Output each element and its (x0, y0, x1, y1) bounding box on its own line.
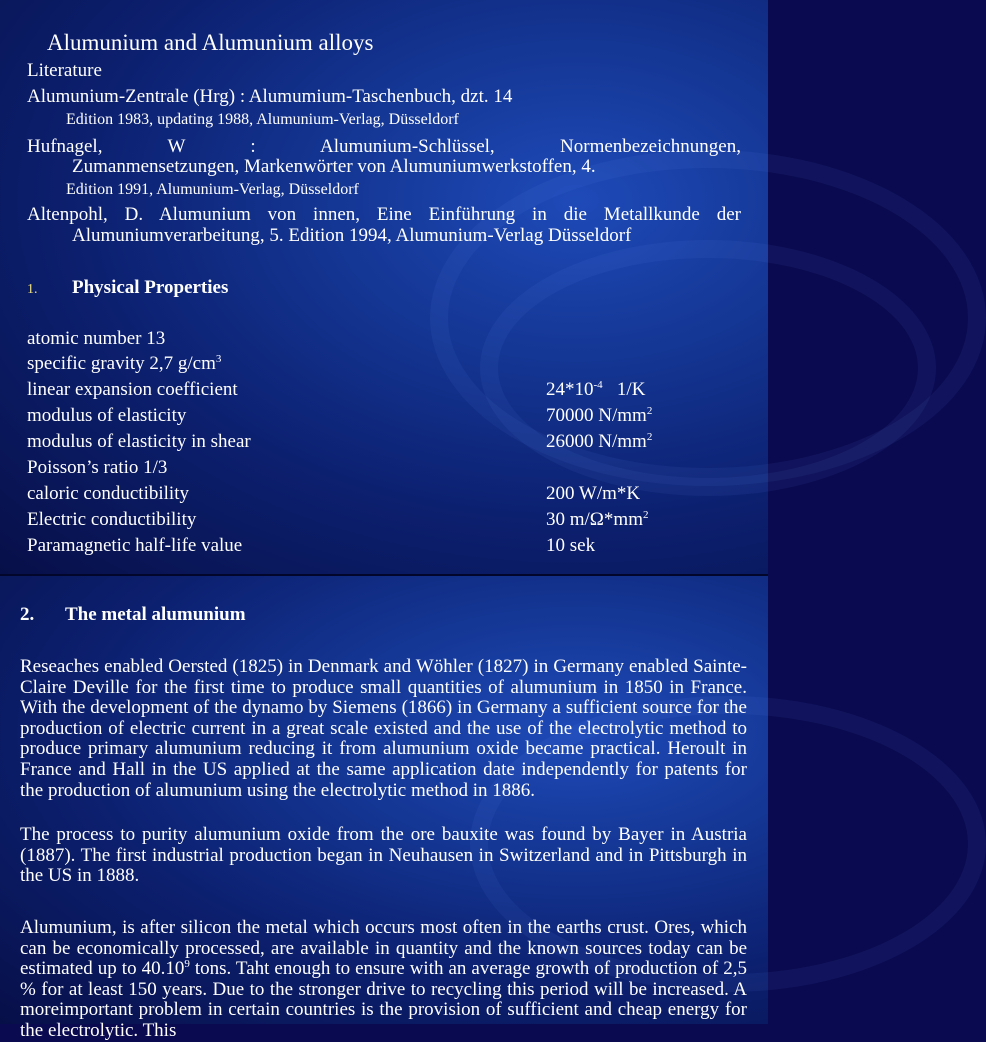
property-label: modulus of elasticity (27, 405, 187, 426)
reference-2-line1: Hufnagel, W : Alumunium-Schlüssel, Normenbezeichnungen, (27, 136, 741, 157)
section-number: 1. (27, 282, 38, 297)
paragraph: Reseaches enabled Oersted (1825) in Denmark and Wöhler (1827) in Germany enabled Sainte-Claire Deville for the first time to produce small quantities of alumunium in 1850 in France. With the development of the dynamo by Siemens (1866) in Germany a sufficient source for the production of electric current in a great scale existed and the use of the electrolytic method to produce primary alumunium reducing it from alumunium oxide became practical. Heroult in France and Hall in the US applied at the same application date independently for patents for the production of alumunium using the electrolytic method in 1886. (20, 656, 747, 801)
property-label: Poisson’s ratio 1/3 (27, 457, 168, 478)
property-label: linear expansion coefficient (27, 379, 238, 400)
property-value: 30 $m/\Omega*mm^2$ (546, 509, 649, 530)
reference-3-line2: Alumuniumverarbeitung, 5. Edition 1994, Alumunium-Verlag Düsseldorf (72, 225, 632, 246)
slide-metal-alumunium (0, 576, 768, 1041)
property-value: 200 W/m*K (546, 483, 641, 504)
reference-1-edition: Edition 1983, updating 1988, Alumunium-Verlag, Düsseldorf (66, 111, 459, 128)
section-title: The metal alumunium (65, 604, 246, 625)
property-value: 70000 $N/mm^2$ (546, 405, 653, 426)
section-number: 2. (20, 604, 35, 625)
reference-2-edition: Edition 1991, Alumunium-Verlag, Düsseldorf (66, 181, 359, 198)
property-value: 10 sek (546, 535, 596, 556)
section-title: Physical Properties (72, 277, 229, 298)
slide-title: Alumunium and Alumunium alloys (47, 30, 374, 55)
property-label: caloric conductibility (27, 483, 189, 504)
paragraph: The process to purity alumunium oxide from the ore bauxite was found by Bayer in Austria (1887). The first industrial production began in Neuhausen in Switzerland and in Pittsburgh in the US in 1888. (20, 824, 747, 887)
property-value: $24*10^{-4}$ 1/K (546, 379, 646, 400)
slide-physical-properties (0, 0, 768, 574)
property-label: specific gravity 2,7 $g/cm^3$ (27, 353, 222, 374)
paragraph: Alumunium, is after silicon the metal which occurs most often in the earths crust. Ores, which can be economically processed, are available in quantity and the known sources today can be estimated up to 40.10$^9$ tons. Taht enough to ensure with an average growth of production of 2,5 % for at least 150 years. Due to the stronger drive to recycling this period will be increased. A moreimportant problem in certain countries is the provision of sufficient and cheap energy for the electrolytic. This (20, 917, 747, 1041)
reference-1: Alumunium-Zentrale (Hrg) : Alumumium-Taschenbuch, dzt. 14 (27, 86, 513, 107)
reference-3-line1: Altenpohl, D. Alumunium von innen, Eine Einführung in die Metallkunde der (27, 204, 741, 225)
background-swirl (480, 240, 936, 496)
property-label: Electric conductibility (27, 509, 197, 530)
reference-2-line2: Zumanmensetzungen, Markenwörter von Alumuniumwerkstoffen, 4. (72, 156, 596, 177)
property-label: modulus of elasticity in shear (27, 431, 251, 452)
property-value: 26000 $N/mm^2$ (546, 431, 653, 452)
property-label: atomic number 13 (27, 328, 166, 349)
property-label: Paramagnetic half-life value (27, 535, 243, 556)
literature-heading: Literature (27, 60, 102, 81)
